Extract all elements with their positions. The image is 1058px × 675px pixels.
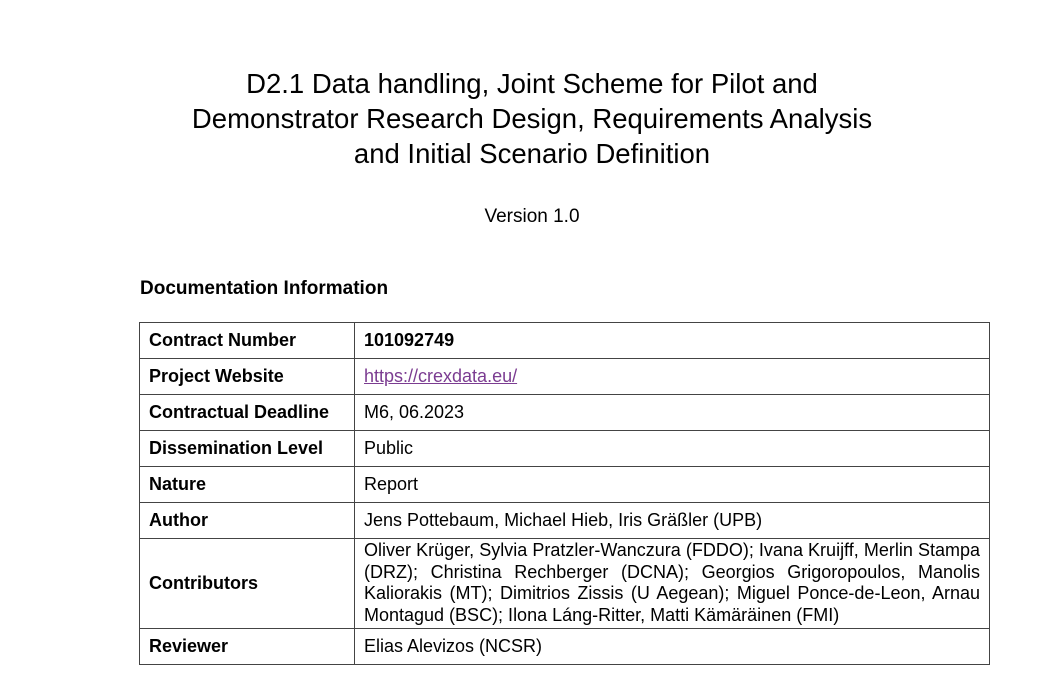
title-line: Demonstrator Research Design, Requirements Analysis: [191, 103, 873, 134]
section-heading: Documentation Information: [140, 278, 389, 299]
title-line: D2.1 Data handling, Joint Scheme for Pilot and: [246, 68, 818, 99]
table-row-author: [140, 503, 990, 539]
project-website-cell: [355, 359, 990, 395]
table-row-reviewer: [140, 629, 990, 665]
row-label: Reviewer: [140, 629, 355, 665]
reviewer-value: Elias Alevizos (NCSR): [355, 629, 990, 665]
project-website-link[interactable]: https://crexdata.eu/: [364, 366, 518, 386]
row-label: Contributors: [140, 539, 355, 629]
document-title: [100, 66, 964, 171]
row-label: Contract Number: [140, 323, 355, 359]
table-row-contractual-deadline: [140, 395, 990, 431]
table-row-contributors: [140, 539, 990, 629]
title-line: and Initial Scenario Definition: [353, 138, 711, 169]
contributors-value: Oliver Krüger, Sylvia Pratzler-Wanczura (FDDO); Ivana Kruijff, Merlin Stampa (DRZ); Christina Rechberger (DCNA); Georgios Grigoropoulos, Manolis Kaliorakis (MT); Dimitrios Zissis (U Aegean); Miguel Ponce-de-Leon, Arnau Montagud (BSC); Ilona Láng-Ritter, Matti Kämäräinen (FMI): [355, 539, 990, 629]
table-row-nature: [140, 467, 990, 503]
contractual-deadline-value: M6, 06.2023: [355, 395, 990, 431]
documentation-info-table: [139, 322, 990, 665]
author-value: Jens Pottebaum, Michael Hieb, Iris Gräßler (UPB): [355, 503, 990, 539]
table-row-contract-number: [140, 323, 990, 359]
row-label: Dissemination Level: [140, 431, 355, 467]
row-label: Author: [140, 503, 355, 539]
row-label: Project Website: [140, 359, 355, 395]
row-label: Nature: [140, 467, 355, 503]
nature-value: Report: [355, 467, 990, 503]
table-row-dissemination-level: [140, 431, 990, 467]
dissemination-level-value: Public: [355, 431, 990, 467]
row-label: Contractual Deadline: [140, 395, 355, 431]
version-label: Version 1.0: [484, 206, 580, 227]
contract-number-value: 101092749: [355, 323, 990, 359]
table-row-project-website: [140, 359, 990, 395]
